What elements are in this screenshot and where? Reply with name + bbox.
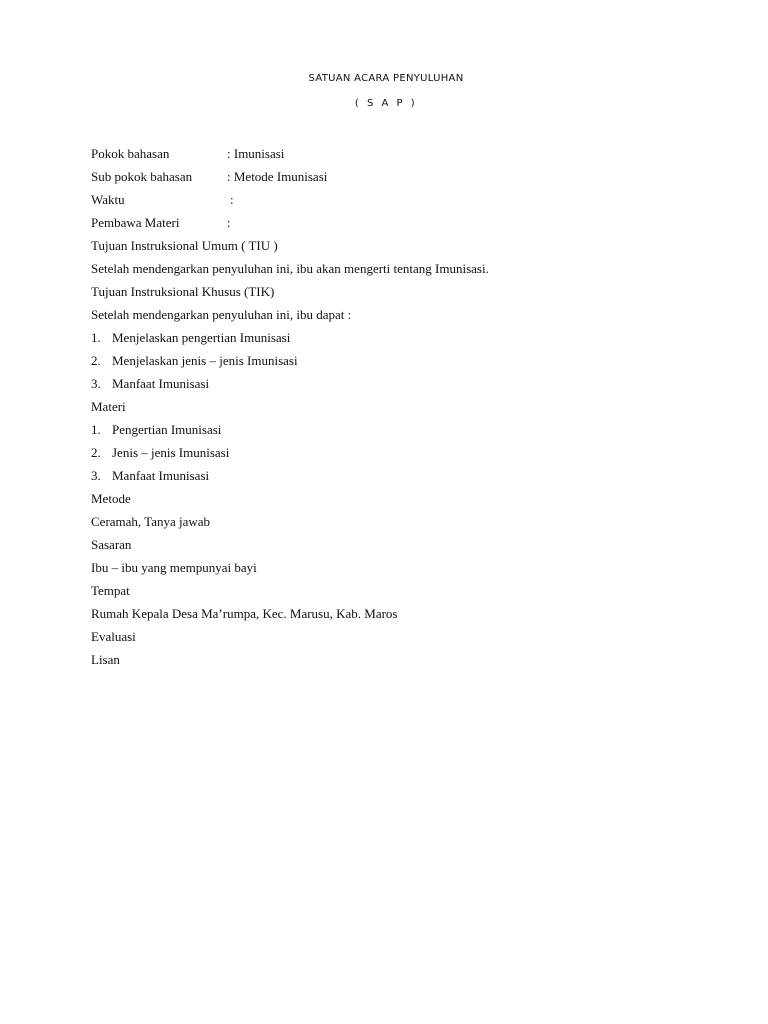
evaluasi-text: Lisan bbox=[91, 652, 120, 667]
tiu-text: Setelah mendengarkan penyuluhan ini, ibu akan mengerti tentang Imunisasi. bbox=[91, 261, 489, 276]
field-value: : bbox=[227, 215, 231, 230]
field-pembawa-materi bbox=[91, 211, 711, 234]
field-value: : Metode Imunisasi bbox=[227, 169, 328, 184]
sasaran-text: Ibu – ibu yang mempunyai bayi bbox=[91, 560, 257, 575]
field-value: : bbox=[230, 192, 234, 207]
field-pokok-bahasan bbox=[91, 142, 711, 165]
list-text: Manfaat Imunisasi bbox=[112, 376, 210, 391]
document-subtitle: ( S A P ) bbox=[354, 98, 418, 109]
document-title: SATUAN ACARA PENYULUHAN bbox=[308, 73, 464, 84]
list-text: Menjelaskan pengertian Imunisasi bbox=[112, 330, 291, 345]
tempat-heading: Tempat bbox=[91, 583, 130, 598]
field-label: Pembawa Materi bbox=[91, 215, 180, 230]
list-item bbox=[91, 441, 711, 464]
list-number: 3. bbox=[91, 376, 101, 391]
list-text: Menjelaskan jenis – jenis Imunisasi bbox=[112, 353, 298, 368]
tiu-heading: Tujuan Instruksional Umum ( TIU ) bbox=[91, 238, 278, 253]
metode-text: Ceramah, Tanya jawab bbox=[91, 514, 211, 529]
list-number: 1. bbox=[91, 330, 101, 345]
field-label: Sub pokok bahasan bbox=[91, 169, 193, 184]
tempat-text: Rumah Kepala Desa Ma’rumpa, Kec. Marusu, Kab. Maros bbox=[91, 606, 398, 621]
field-sub-pokok-bahasan bbox=[91, 165, 711, 188]
document-body bbox=[91, 142, 711, 671]
tik-intro: Setelah mendengarkan penyuluhan ini, ibu dapat : bbox=[91, 307, 352, 322]
list-item bbox=[91, 464, 711, 487]
field-value: : Imunisasi bbox=[227, 146, 285, 161]
list-number: 2. bbox=[91, 445, 101, 460]
field-waktu bbox=[91, 188, 711, 211]
list-text: Manfaat Imunisasi bbox=[112, 468, 210, 483]
list-text: Jenis – jenis Imunisasi bbox=[112, 445, 230, 460]
list-number: 2. bbox=[91, 353, 101, 368]
evaluasi-heading: Evaluasi bbox=[91, 629, 136, 644]
list-number: 3. bbox=[91, 468, 101, 483]
tik-heading: Tujuan Instruksional Khusus (TIK) bbox=[91, 284, 275, 299]
list-item bbox=[91, 372, 711, 395]
metode-heading: Metode bbox=[91, 491, 131, 506]
list-number: 1. bbox=[91, 422, 101, 437]
list-item bbox=[91, 349, 711, 372]
list-item bbox=[91, 326, 711, 349]
field-label: Pokok bahasan bbox=[91, 146, 170, 161]
materi-heading: Materi bbox=[91, 399, 126, 414]
sasaran-heading: Sasaran bbox=[91, 537, 132, 552]
list-text: Pengertian Imunisasi bbox=[112, 422, 222, 437]
field-label: Waktu bbox=[91, 192, 125, 207]
list-item bbox=[91, 418, 711, 441]
